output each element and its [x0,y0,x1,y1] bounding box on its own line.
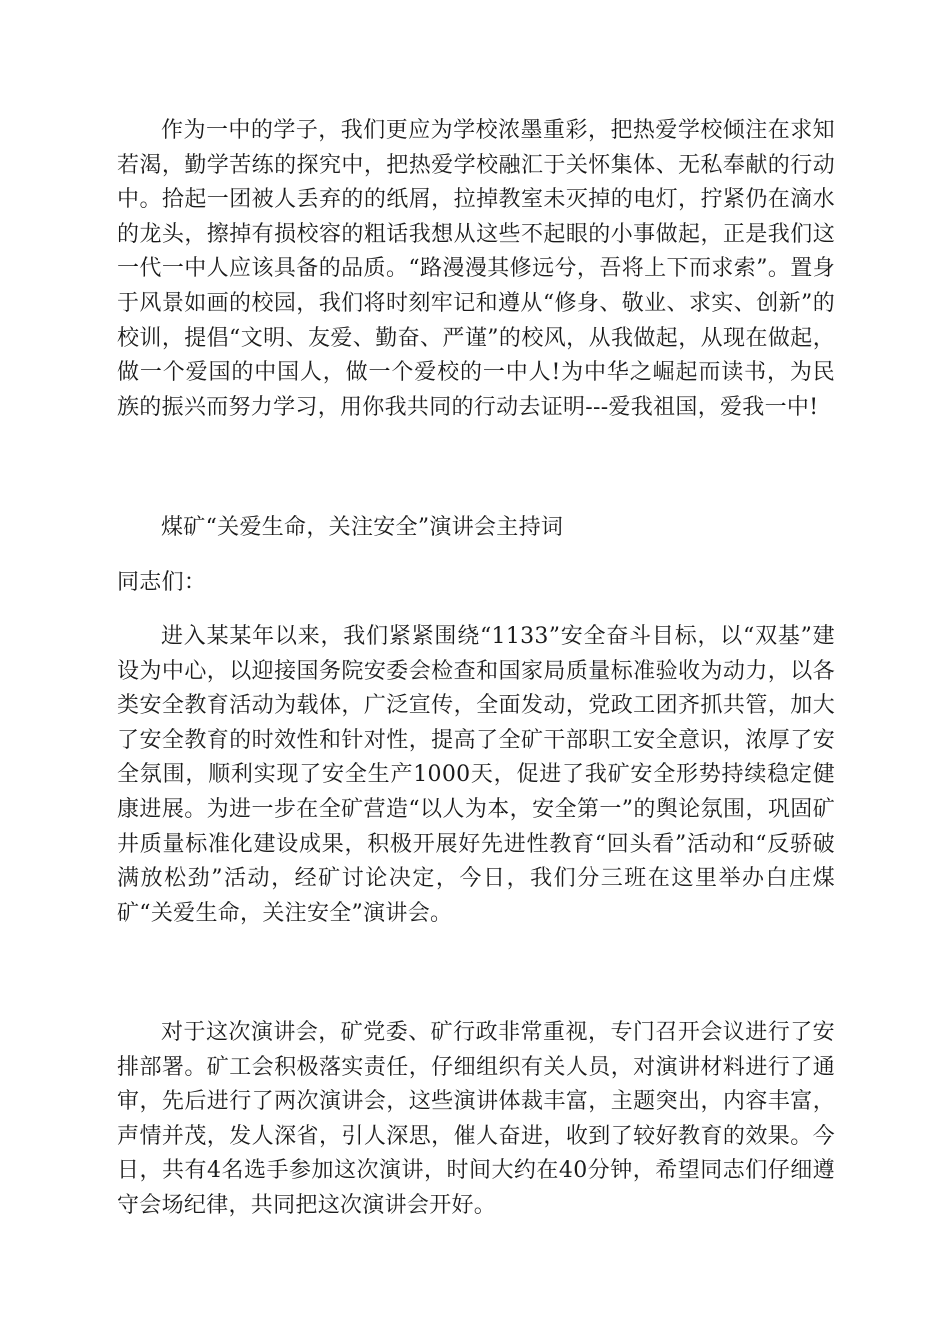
paragraph-safety-goals: 进入某某年以来，我们紧紧围绕“1133”安全奋斗目标，以“双基”建设为中心，以迎接国务院安委会检查和国家局质量标准验收为动力，以各类安全教育活动为载体，广泛宣传，全面发动，党政工团齐抓共管，加大了安全教育的时效性和针对性，提高了全矿干部职工安全意识，浓厚了安全氛围，顺利实现了安全生产1000天，促进了我矿安全形势持续稳定健康进展。为进一步在全矿营造“以人为本，安全第一”的舆论氛围，巩固矿井质量标准化建设成果，积极开展好先进性教育“回头看”活动和“反骄破满放松劲”活动，经矿讨论决定，今日，我们分三班在这里举办白庄煤矿“关爱生命，关注安全”演讲会。 [117,624,835,926]
speech-heading: 煤矿“关爱生命，关注安全”演讲会主持词 [161,515,564,540]
salutation: 同志们： [117,570,207,595]
paragraph-school-love: 作为一中的学子，我们更应为学校浓墨重彩，把热爱学校倾注在求知若渴，勤学苦练的探究中，把热爱学校融汇于关怀集体、无私奉献的行动中。拾起一团被人丢弃的的纸屑，拉掉教室未灭掉的电灯，拧紧仍在滴水的龙头，擦掉有损校容的粗话我想从这些不起眼的小事做起，正是我们这一代一中人应该具备的品质。“路漫漫其修远兮，吾将上下而求索”。置身于风景如画的校园，我们将时刻牢记和遵从“修身、敬业、求实、创新”的校训，提倡“文明、友爱、勤奋、严谨”的校风，从我做起，从现在做起，做一个爱国的中国人，做一个爱校的一中人!为中华之崛起而读书，为民族的振兴而努力学习，用你我共同的行动去证明---爱我祖国，爱我一中! [117,118,835,420]
paragraph-speech-arrangement: 对于这次演讲会，矿党委、矿行政非常重视，专门召开会议进行了安排部署。矿工会积极落实责任，仔细组织有关人员，对演讲材料进行了通审，先后进行了两次演讲会，这些演讲体裁丰富，主题突出，内容丰富，声情并茂，发人深省，引人深思，催人奋进，收到了较好教育的效果。今日，共有4名选手参加这次演讲，时间大约在40分钟，希望同志们仔细遵守会场纪律，共同把这次演讲会开好。 [117,1020,835,1218]
